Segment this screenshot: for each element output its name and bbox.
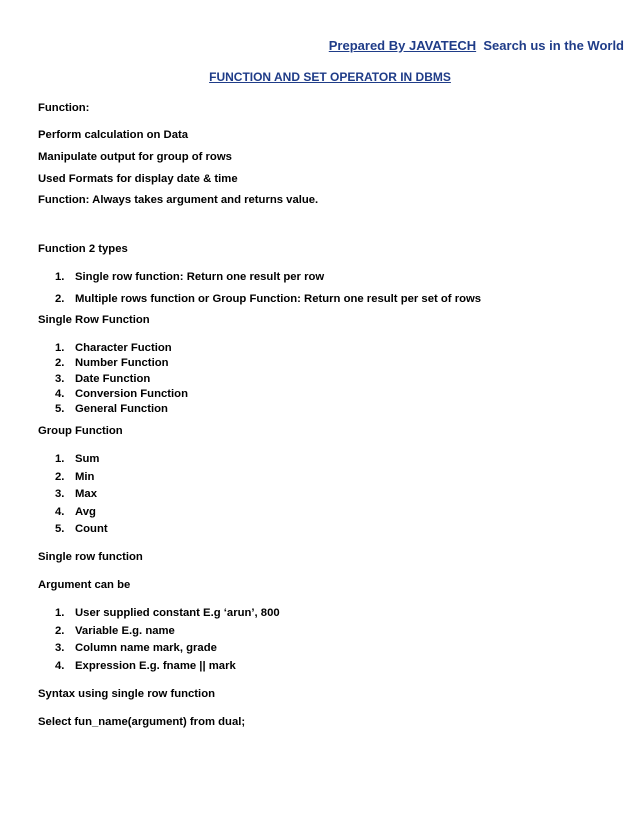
single-row-function-label: Single row function [38, 551, 143, 563]
document-page: Prepared By JAVATECH Search us in the World FUNCTION AND SET OPERATOR IN DBMS Function: Perform calculation on Data Manipulate output for group of rows Used Formats for display date & time Function: Always takes argument and returns value. Function 2 types 1. Single row function: Return one result per row 2. Multiple rows function or Group Function: Return one result per set of rows Single Row Function 1. Character Fuction 2. Number Function 3. Date Function 4. Conversion Function 5. General Function Group Function 1. Sum 2. Min 3. Max 4. Avg 5. Count Single row function Argument can be 1. User supplied constant E.g ‘arun’, 800 2. Variable E.g. name 3. Column name mark, grade 4. Expression E.g. fname || mark Syntax using single row function Select fun_name(argument) from dual; [0, 0, 638, 826]
function-point: Function: Always takes argument and returns value. [38, 194, 319, 206]
function-point: Perform calculation on Data [38, 129, 189, 141]
types-heading: Function 2 types [38, 243, 128, 255]
syntax-example: Select fun_name(argument) from dual; [38, 716, 246, 728]
syntax-label: Syntax using single row function [38, 688, 215, 700]
function-point: Used Formats for display date & time [38, 173, 238, 185]
function-heading: Function: [38, 102, 90, 114]
function-point: Manipulate output for group of rows [38, 151, 232, 163]
group-heading: Group Function [38, 425, 123, 437]
argument-label: Argument can be [38, 579, 131, 591]
page-title: FUNCTION AND SET OPERATOR IN DBMS [209, 70, 451, 84]
prepared-by-link[interactable]: Prepared By JAVATECH [328, 38, 477, 53]
header-line [329, 38, 624, 53]
single-row-heading: Single Row Function [38, 314, 150, 326]
search-text: Search us in the World [483, 38, 624, 53]
